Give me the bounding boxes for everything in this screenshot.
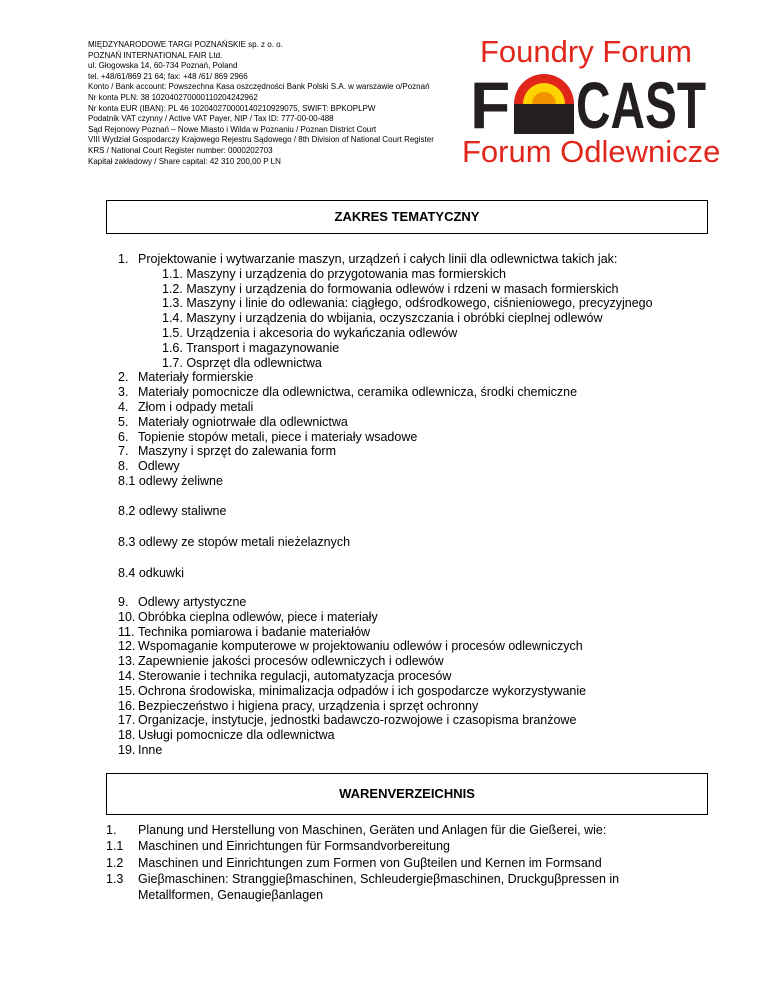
list-item-text: Obróbka cieplna odlewów, piece i materiały <box>138 609 378 624</box>
section-title-zakres: ZAKRES TEMATYCZNY <box>106 200 708 234</box>
list-item-text: Materiały formierskie <box>138 370 254 385</box>
list-item-number: 13. <box>118 654 136 669</box>
list-item-text: 1.1. Maszyny i urządzenia do przygotowania mas formierskich <box>162 266 506 281</box>
paragraph-8-2: 8.2 odlewy staliwne <box>118 504 227 518</box>
list-item-text: Planung und Herstellung von Maschinen, Geräten und Anlagen für die Gießerei, wie: <box>138 823 607 837</box>
paragraph-8-3: 8.3 odlewy ze stopów metali nieżelaznych <box>118 535 351 549</box>
list-item-number: 15. <box>118 683 136 698</box>
logo-top-text: Foundry Forum <box>480 34 692 69</box>
list-item-text: 1.4. Maszyny i urządzenia do wbijania, oczyszczania i obróbki cieplnej odlewów <box>162 311 603 326</box>
list-item-text: Bezpieczeństwo i higiena pracy, urządzenia i sprzęt ochronny <box>138 698 479 713</box>
list-item-text: 1.2. Maszyny i urządzenia do formowania odlewów i rdzeni w masach formierskich <box>162 281 619 296</box>
list-item-number: 7. <box>118 444 129 459</box>
list-item-number: 18. <box>118 728 136 743</box>
header-line: Sąd Rejonowy Poznań – Nowe Miasto i Wilda w Poznaniu / Poznan District Court <box>88 124 377 134</box>
header-line: Kapitał zakładowy / Share capital: 42 310 200,00 P LN <box>88 156 281 166</box>
list-item-text: Organizacje, instytucje, jednostki badawczo-rozwojowe i czasopisma branżowe <box>138 713 577 728</box>
list-item-text: Materiały pomocnicze dla odlewnictwa, ceramika odlewnicza, środki chemiczne <box>138 385 578 400</box>
list-item-number: 14. <box>118 668 136 683</box>
header-line: POZNAŃ INTERNATIONAL FAIR Ltd. <box>88 50 223 60</box>
list-item-number: 3. <box>118 385 129 400</box>
list-item-text: Złom i odpady metali <box>138 399 254 414</box>
list-item-text: Zapewnienie jakości procesów odlewniczych i odlewów <box>138 654 444 669</box>
header-line: Podatnik VAT czynny / Active VAT Payer, NIP / Tax ID: 777-00-00-488 <box>88 114 334 124</box>
header-line: Konto / Bank account: Powszechna Kasa oszczędności Bank Polski S.A. w warszawie o/Poznań <box>88 82 430 92</box>
list-item-text: 1.7. Osprzęt dla odlewnictwa <box>162 355 322 370</box>
list-item-number: 4. <box>118 399 129 414</box>
list-item-number: 1.1 <box>106 839 124 854</box>
list-item-text: Usługi pomocnicze dla odlewnictwa <box>138 728 335 743</box>
list-item-number: 10. <box>118 609 136 624</box>
logo-bottom-text: Forum Odlewnicze <box>462 134 721 169</box>
list-item-text: Metallformen, Genaugieβanlagen <box>138 888 324 903</box>
focast-logo <box>460 30 720 170</box>
header-line: ul. Głogowska 14, 60-734 Poznań, Poland <box>88 61 238 71</box>
list-item-number: 9. <box>118 595 129 609</box>
list-item-text: Maszyny i sprzęt do zalewania form <box>138 444 336 459</box>
list-item-text: Projektowanie i wytwarzanie maszyn, urządzeń i całych linii dla odlewnictwa takich jak: <box>138 252 618 266</box>
list-item-text: 1.3. Maszyny i linie do odlewania: ciągłego, odśrodkowego, ciśnieniowego, precyzyjnego <box>162 296 653 311</box>
list-item-text: Ochrona środowiska, minimalizacja odpadów i ich gospodarcze wykorzystywanie <box>138 683 587 698</box>
list-item-text: Sterowanie i technika regulacji, automatyzacja procesów <box>138 668 452 683</box>
list-item-text: Maschinen und Einrichtungen zum Formen von Guβteilen und Kernen im Formsand <box>138 855 602 870</box>
focast-wordmark <box>470 68 710 142</box>
list-item-text: 1.6. Transport i magazynowanie <box>162 340 340 355</box>
list-item-text: Technika pomiarowa i badanie materiałów <box>138 624 371 639</box>
list-item-number: 6. <box>118 429 129 444</box>
list-item-number: 12. <box>118 639 136 654</box>
header-line: MIĘDZYNARODOWE TARGI POZNAŃSKIE sp. z o. o. <box>88 40 283 49</box>
list-item-number: 5. <box>118 414 129 429</box>
header-line: Nr konta PLN: 38 102040270000110204242962 <box>88 92 258 102</box>
header-line: tel. +48/61/869 21 64; fax: +48 /61/ 869 2966 <box>88 71 248 81</box>
list-item-number: 11. <box>118 624 135 639</box>
list-item-text: Materiały ogniotrwałe dla odlewnictwa <box>138 414 348 429</box>
list-item-text: 1.5. Urządzenia i akcesoria do wykańczania odlewów <box>162 325 458 340</box>
section-title-warenverzeichnis: WARENVERZEICHNIS <box>106 773 708 815</box>
list-item-number: 19. <box>118 742 136 757</box>
header-line: KRS / National Court Register number: 0000202703 <box>88 145 273 155</box>
header-line: VIII Wydział Gospodarczy Krajowego Rejestru Sądowego / 8th Division of National Court Register <box>88 135 434 145</box>
sun-circle-icon <box>514 74 574 134</box>
list-item-number: 1. <box>118 252 129 266</box>
list-item-text: Odlewy artystyczne <box>138 595 247 609</box>
list-item-text: Inne <box>138 742 163 757</box>
list-item-number: 1.3 <box>106 871 124 886</box>
list-item-number: 2. <box>118 370 129 385</box>
paragraph-8-4: 8.4 odkuwki <box>118 566 185 580</box>
list-item-number: 16. <box>118 698 136 713</box>
paragraph-8-1: 8.1 odlewy żeliwne <box>118 474 223 488</box>
list-item-text: Wspomaganie komputerowe w projektowaniu odlewów i procesów odlewniczych <box>138 639 583 654</box>
list-item-number: 1.2 <box>106 855 124 870</box>
list-item-text: Topienie stopów metali, piece i materiały wsadowe <box>138 429 418 444</box>
list-item-number: 17. <box>118 713 136 728</box>
company-header <box>88 40 468 167</box>
logo-letter-f: F <box>470 68 511 142</box>
list-item-number: 8. <box>118 459 129 474</box>
list-item-text: Gieβmaschinen: Stranggieβmaschinen, Schleudergieβmaschinen, Druckguβpressen in <box>138 871 620 886</box>
header-line: Nr konta EUR (IBAN): PL 46 102040270000140210929075, SWIFT: BPKOPLPW <box>88 103 376 113</box>
logo-word-cast: CAST <box>576 68 706 142</box>
list-item-text: Odlewy <box>138 459 180 474</box>
list-item-text: Maschinen und Einrichtungen für Formsandvorbereitung <box>138 839 450 854</box>
list-item-number: 1. <box>106 823 117 837</box>
